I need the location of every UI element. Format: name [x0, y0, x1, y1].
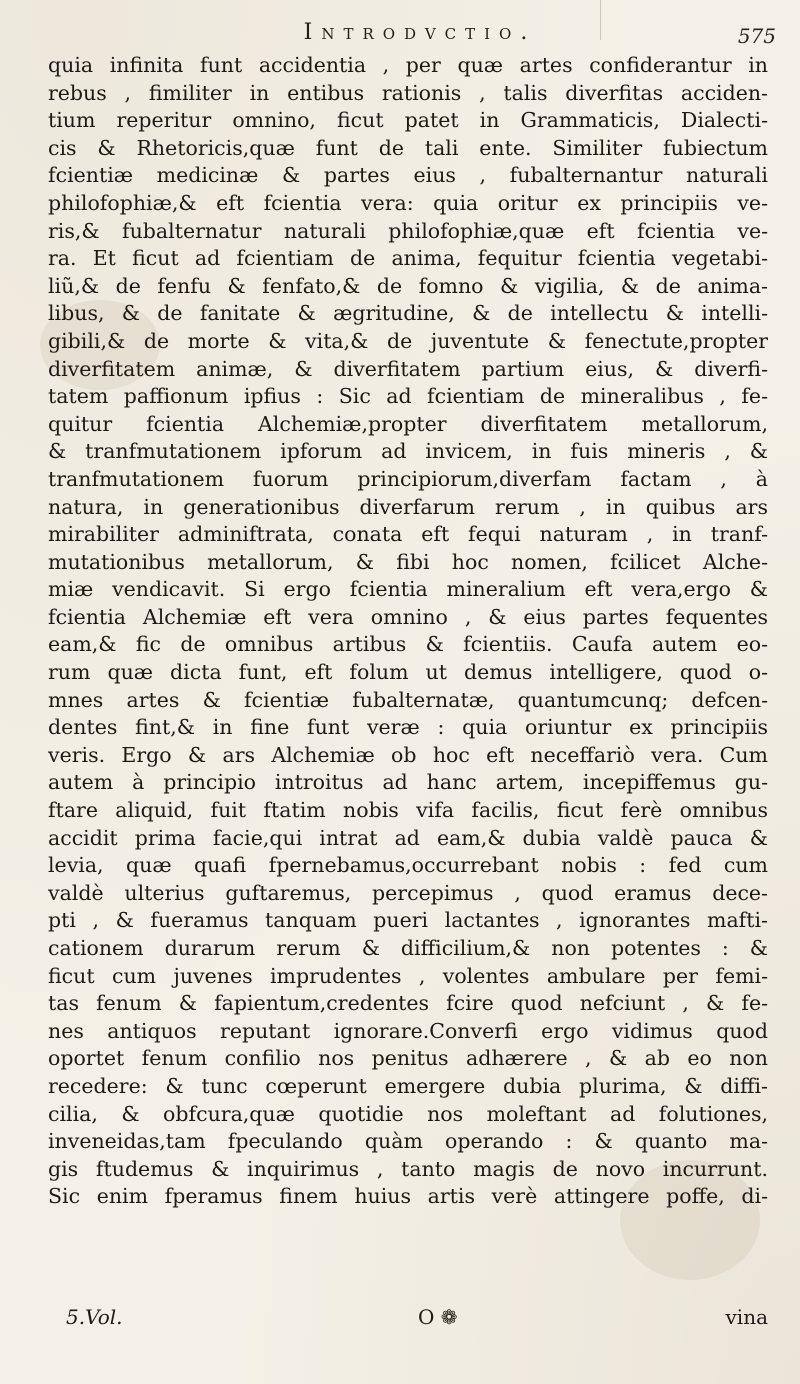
- text-line: gibili,& de morte & vita,& de juventute & fenectute,propter: [48, 328, 768, 353]
- text-line: natura, in generationibus diverfarum rerum , in quibus ars: [48, 494, 768, 519]
- text-line: inveneidas,tam fpeculando quàm operando : & quanto ma-: [48, 1129, 768, 1154]
- text-line: cationem durarum rerum & difficilium,& non potentes : &: [48, 936, 768, 960]
- running-title: Introdvctio.: [303, 20, 537, 45]
- text-line: diverfitatem animæ, & diverfitatem partium eius, & diverfi-: [48, 356, 768, 381]
- text-line: mirabiliter adminiftrata, conata eft fequi naturam , in tranf-: [48, 522, 768, 547]
- text-line: fcientiæ medicinæ & partes eius , fubalternantur naturali: [48, 163, 768, 188]
- text-line: tas fenum & fapientum,credentes fcire quod nefciunt , & fe-: [48, 991, 768, 1016]
- text-line: miæ vendicavit. Si ergo fcientia mineralium eft vera,ergo &: [48, 577, 768, 602]
- page-number: 575: [737, 24, 776, 48]
- text-line: recedere: & tunc cœperunt emergere dubia plurima, & diffi-: [48, 1073, 768, 1098]
- text-line: dentes fint,& in fine funt veræ : quia oriuntur ex principiis: [48, 715, 768, 740]
- text-line: libus, & de fanitate & ægritudine, & de intellectu & intelli-: [48, 301, 768, 326]
- text-line: ra. Et ficut ad fcientiam de anima, fequitur fcientia vegetabi-: [48, 246, 768, 271]
- text-line: quitur fcientia Alchemiæ,propter diverfitatem metallorum,: [48, 411, 768, 436]
- text-line: eam,& fic de omnibus artibus & fcientiis. Caufa autem eo-: [48, 632, 768, 657]
- page-header: [0, 14, 800, 54]
- page-footer: [48, 1305, 768, 1335]
- text-line: rum quæ dicta funt, eft folum ut demus intelligere, quod o-: [48, 660, 768, 685]
- text-line: rebus , fimiliter in entibus rationis , talis diverfitas acciden-: [48, 80, 768, 105]
- text-line: liũ,& de fenfu & fenfato,& de fomno & vigilia, & de anima-: [48, 273, 768, 298]
- signature-mark: 5.Vol.: [66, 1305, 123, 1329]
- text-line: philofophiæ,& eft fcientia vera: quia oritur ex principiis ve-: [48, 190, 768, 215]
- text-line: veris. Ergo & ars Alchemiæ ob hoc eft neceffariò vera. Cum: [48, 742, 768, 767]
- body-text: [48, 52, 768, 1211]
- text-line: nes antiquos reputant ignorare.Converfi ergo vidimus quod: [48, 1018, 768, 1043]
- text-line: ficut cum juvenes imprudentes , volentes ambulare per femi-: [48, 963, 768, 988]
- text-line: autem à principio introitus ad hanc artem, incepiffemus gu-: [48, 770, 768, 795]
- text-line: gis ftudemus & inquirimus , tanto magis de novo incurrunt.: [48, 1156, 768, 1181]
- text-line: cis & Rhetoricis,quæ funt de tali ente. Similiter fubiectum: [48, 135, 768, 160]
- text-line: valdè ulterius guftaremus, percepimus , quod eramus dece-: [48, 880, 768, 905]
- text-line: & tranfmutationem ipforum ad invicem, in fuis mineris , &: [48, 439, 768, 464]
- text-line: Sic enim fperamus finem huius artis verè attingere poffe, di-: [48, 1184, 768, 1209]
- text-line: ftare aliquid, fuit ftatim nobis vifa facilis, ficut ferè omnibus: [48, 798, 768, 823]
- gathering-mark: O ❁: [418, 1305, 458, 1329]
- catchword: vina: [725, 1305, 768, 1329]
- text-line: oportet fenum confilio nos penitus adhærere , & ab eo non: [48, 1046, 768, 1071]
- text-line: levia, quæ quafi fpernebamus,occurrebant nobis : fed cum: [48, 853, 768, 878]
- text-line: fcientia Alchemiæ eft vera omnino , & eius partes fequentes: [48, 604, 768, 629]
- text-line: mnes artes & fcientiæ fubalternatæ, quantumcunq; defcen-: [48, 687, 768, 712]
- text-line: accidit prima facie,qui intrat ad eam,& dubia valdè pauca &: [48, 825, 768, 850]
- text-line: cilia, & obfcura,quæ quotidie nos moleftant ad folutiones,: [48, 1101, 768, 1126]
- text-line: tranfmutationem fuorum principiorum,diverfam factam , à: [48, 466, 768, 491]
- text-line: mutationibus metallorum, & fibi hoc nomen, fcilicet Alche-: [48, 549, 768, 574]
- text-line: quia infinita funt accidentia , per quæ artes confiderantur in: [48, 53, 768, 77]
- text-line: ris,& fubalternatur naturali philofophiæ,quæ eft fcientia ve-: [48, 218, 768, 243]
- text-line: tium reperitur omnino, ficut patet in Grammaticis, Dialecti-: [48, 108, 768, 133]
- text-line: tatem paffionum ipfius : Sic ad fcientiam de mineralibus , fe-: [48, 384, 768, 409]
- text-line: pti , & fueramus tanquam pueri lactantes , ignorantes mafti-: [48, 908, 768, 933]
